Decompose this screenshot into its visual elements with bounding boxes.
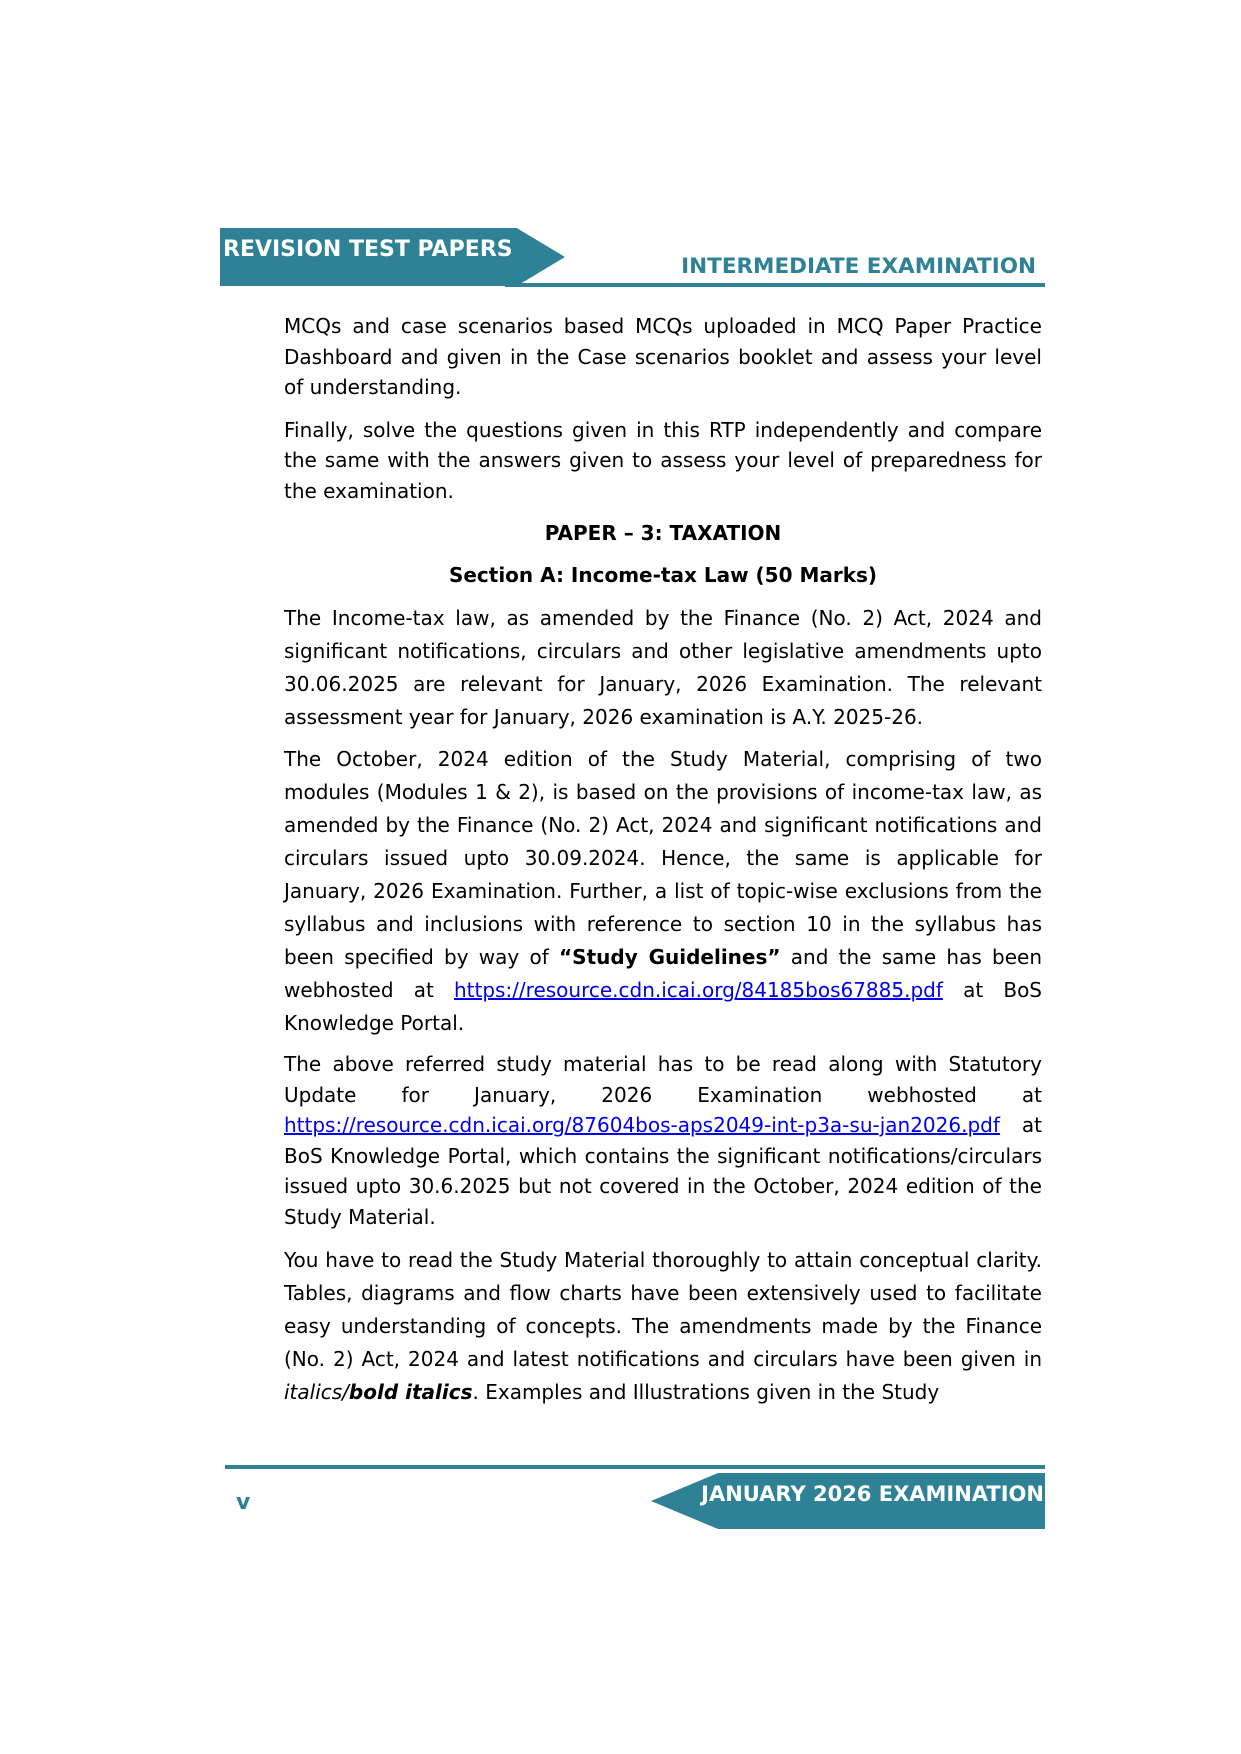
- statutory-update-link[interactable]: https://resource.cdn.icai.org/87604bos-aps2049-int-p3a-su-jan2026.pdf: [284, 1113, 1000, 1137]
- paragraph-finally: Finally, solve the questions given in this RTP independently and compare the same with the answers given to assess your level of preparedness for the examination.: [284, 417, 1042, 503]
- page-number: v: [236, 1490, 251, 1515]
- p5-text-1: The above referred study material has to be read along with Statutory Update for January, 2026 Examination webhosted at: [284, 1052, 1042, 1107]
- document-body: [284, 311, 1042, 1418]
- p6-text-2: . Examples and Illustrations given in the Study: [472, 1380, 940, 1404]
- italics-text: italics/: [284, 1380, 349, 1404]
- header-right-title: INTERMEDIATE EXAMINATION: [681, 254, 1036, 279]
- header-left-title: REVISION TEST PAPERS: [223, 237, 513, 262]
- bold-italics-text: bold italics: [348, 1380, 473, 1404]
- paragraph-mcq: MCQs and case scenarios based MCQs uploaded in MCQ Paper Practice Dashboard and given in the Case scenarios booklet and assess your level of understanding.: [284, 314, 1042, 399]
- paragraph-read-study-material: [284, 1244, 1042, 1409]
- study-guidelines-bold: “Study Guidelines”: [559, 945, 781, 969]
- p5-text-2: at BoS Knowledge Portal, which contains the significant notifications/circulars issued upto 30.6.2025 but not covered in the October, 2024 edition of the Study Material.: [284, 1113, 1042, 1229]
- paper-heading: PAPER – 3: TAXATION: [544, 521, 782, 545]
- p4-text-2: and the same has been webhosted at: [284, 945, 1043, 1002]
- p4-text-1: The October, 2024 edition of the Study Material, comprising of two modules (Modules 1 & 2), is based on the provisions of income-tax law, as amended by the Finance (No. 2) Act, 2024 and significant notifications and circulars issued upto 30.09.2024. Hence, the same is applicable for January, 2026 Examination. Further, a list of topic-wise exclusions from the syllabus and inclusions with reference to section 10 in the syllabus has been specified by way of: [284, 747, 1042, 969]
- paragraph-statutory-update: [284, 1049, 1042, 1232]
- study-guidelines-link[interactable]: https://resource.cdn.icai.org/84185bos67885.pdf: [453, 978, 943, 1002]
- p4-text-3: at BoS Knowledge Portal.: [284, 978, 1042, 1035]
- footer-rule: [225, 1465, 1045, 1469]
- paragraph-study-material: [284, 743, 1042, 1040]
- footer-exam-label: JANUARY 2026 EXAMINATION: [701, 1482, 1044, 1506]
- p6-text-1: You have to read the Study Material thoroughly to attain conceptual clarity. Tables, diagrams and flow charts have been extensively used to facilitate easy understanding of concepts. The amendments made by the Finance (No. 2) Act, 2024 and latest notifications and circulars have been given in: [284, 1248, 1042, 1371]
- paragraph-income-tax-law: The Income-tax law, as amended by the Finance (No. 2) Act, 2024 and significant notifications, circulars and other legislative amendments upto 30.06.2025 are relevant for January, 2026 Examination. The relevant assessment year for January, 2026 examination is A.Y. 2025-26.: [284, 606, 1042, 729]
- header-rule: [505, 283, 1045, 287]
- section-heading: Section A: Income-tax Law (50 Marks): [448, 563, 878, 587]
